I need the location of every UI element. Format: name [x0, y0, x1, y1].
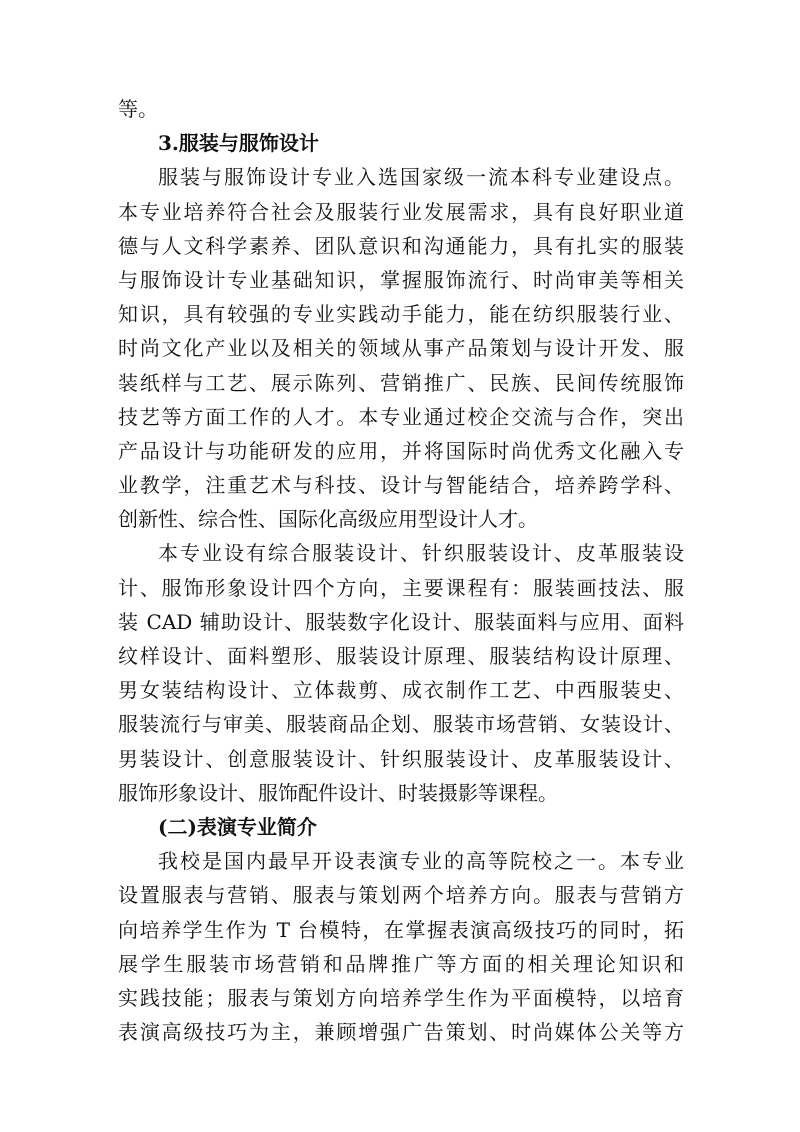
text-line: 知识，具有较强的专业实践动手能力，能在纺织服装行业、	[118, 302, 684, 327]
text-line: 装纸样与工艺、展示陈列、营销推广、民族、民间传统服饰	[118, 370, 684, 395]
text-line: 服装与服饰设计专业入选国家级一流本科专业建设点。	[158, 165, 684, 190]
text-line: 向培养学生作为 T 台模特，在掌握表演高级技巧的同时，拓	[118, 917, 684, 942]
section-heading: 3.服装与服饰设计	[158, 131, 319, 156]
text-line: 服饰形象设计、服饰配件设计、时装摄影等课程。	[118, 780, 558, 805]
text-line: 计、服饰形象设计四个方向，主要课程有：服装画技法、服	[118, 575, 684, 600]
text-line: 等。	[118, 97, 158, 121]
text-line: 业教学，注重艺术与科技、设计与智能结合，培养跨学科、	[118, 473, 684, 498]
text-line: 装 CAD 辅助设计、服装数字化设计、服装面料与应用、面料	[118, 609, 684, 634]
text-line: 设置服表与营销、服表与策划两个培养方向。服表与营销方	[118, 883, 684, 908]
text-line: 男女装结构设计、立体裁剪、成衣制作工艺、中西服装史、	[118, 678, 684, 703]
sub-heading: (二)表演专业简介	[158, 814, 317, 839]
text-line: 实践技能；服表与策划方向培养学生作为平面模特，以培育	[118, 985, 684, 1010]
text-line: 展学生服装市场营销和品牌推广等方面的相关理论知识和	[118, 951, 684, 976]
document-page	[118, 92, 684, 1049]
text-line: 时尚文化产业以及相关的领域从事产品策划与设计开发、服	[118, 336, 684, 361]
text-line: 技艺等方面工作的人才。本专业通过校企交流与合作，突出	[118, 404, 684, 429]
text-line: 服装流行与审美、服装商品企划、服装市场营销、女装设计、	[118, 712, 684, 737]
text-line: 纹样设计、面料塑形、服装设计原理、服装结构设计原理、	[118, 644, 684, 668]
text-line: 男装设计、创意服装设计、针织服装设计、皮革服装设计、	[118, 746, 684, 771]
text-line: 表演高级技巧为主，兼顾增强广告策划、时尚媒体公关等方	[118, 1020, 684, 1045]
text-line: 产品设计与功能研发的应用，并将国际时尚优秀文化融入专	[118, 438, 684, 463]
text-line: 本专业培养符合社会及服装行业发展需求，具有良好职业道	[118, 199, 684, 224]
text-line: 与服饰设计专业基础知识，掌握服饰流行、时尚审美等相关	[118, 267, 684, 292]
text-line: 本专业设有综合服装设计、针织服装设计、皮革服装设	[158, 541, 684, 566]
text-line: 德与人文科学素养、团队意识和沟通能力，具有扎实的服装	[118, 233, 684, 258]
text-line: 我校是国内最早开设表演专业的高等院校之一。本专业	[158, 849, 684, 874]
text-line: 创新性、综合性、国际化高级应用型设计人才。	[118, 507, 538, 532]
